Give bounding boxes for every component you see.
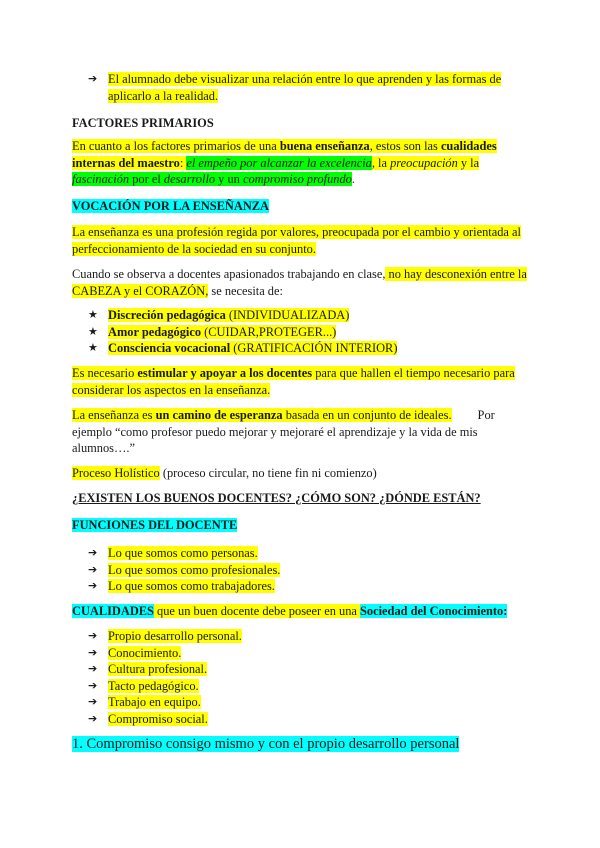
section-heading-final: [72, 735, 528, 754]
paragraph-cualidades: [72, 603, 528, 620]
star-bullet-icon: ★: [88, 308, 98, 321]
arrow-bullet-icon: ➔: [88, 662, 98, 675]
text-run-italic: preocupación: [390, 155, 458, 170]
list-item: [88, 694, 528, 711]
text-run: Por ejemplo “como profesor puedo mejorar y mejoraré el aprendizaje y la vida de mis alumnos….”: [72, 408, 495, 455]
text-run: se necesita de:: [208, 283, 283, 298]
text-run-bold: Sociedad del Conocimiento:: [360, 604, 508, 618]
list-item: [88, 307, 528, 324]
text-run: Es necesario: [72, 366, 138, 380]
section-heading-funciones: [72, 517, 528, 534]
text-run: , la: [371, 155, 391, 170]
list-item-text: Tacto pedagógico.: [108, 678, 199, 693]
heading-text: VOCACIÓN POR LA ENSEÑANZA: [72, 199, 269, 213]
list-item: [88, 545, 528, 562]
text-run-bold: Amor pedagógico: [108, 324, 202, 339]
list-item: [88, 578, 528, 595]
arrow-bullet-icon: ➔: [88, 711, 98, 725]
heading-text: 1. Compromiso consigo mismo y con el propio desarrollo personal: [72, 736, 460, 752]
text-run-bold: cualidades internas del maestro: [72, 139, 497, 170]
paragraph-esperanza: [72, 407, 528, 457]
cualidades-list: [88, 628, 528, 727]
text-run: .: [351, 172, 355, 186]
text-run: Proceso Holístico: [72, 466, 160, 480]
list-item: [88, 340, 528, 357]
arrow-bullet-icon: ➔: [88, 645, 98, 659]
arrow-bullet-icon: ➔: [88, 546, 98, 559]
list-item: [88, 324, 528, 341]
star-bullet-icon: ★: [88, 341, 98, 354]
star-bullet-icon: ★: [88, 324, 98, 338]
text-run-bold: Discreción pedagógica: [108, 308, 226, 322]
text-run: por el: [129, 172, 164, 186]
paragraph-factores: [72, 138, 528, 188]
arrow-bullet-icon: ➔: [88, 678, 98, 692]
text-run: y la: [457, 155, 480, 170]
list-item-text: Cultura profesional.: [108, 662, 208, 676]
list-item: [88, 71, 528, 104]
list-item-text: Compromiso social.: [108, 711, 208, 726]
star-list: [88, 307, 528, 357]
funciones-list: [88, 545, 528, 595]
text-run-bold: estimular y apoyar a los docentes: [137, 366, 313, 380]
arrow-bullet-icon: ➔: [88, 579, 98, 592]
arrow-bullet-icon: ➔: [88, 562, 98, 576]
arrow-bullet-icon: ➔: [88, 72, 98, 85]
text-run: Cuando se observa a docentes apasionados trabajando en clase,: [72, 267, 386, 281]
list-item-text: Lo que somos como profesionales.: [108, 562, 281, 577]
text-run: no hay desconexión entre la CABEZA y el CORAZÓN,: [72, 267, 527, 298]
paragraph-vocacion: [72, 224, 528, 257]
text-run: , estos son las: [369, 139, 441, 153]
paragraph-docentes: [72, 266, 528, 299]
text-run-italic: compromiso profundo: [242, 172, 352, 186]
heading-text: ¿EXISTEN LOS BUENOS DOCENTES? ¿CÓMO SON? ¿DÓNDE ESTÁN?: [72, 491, 481, 505]
text-run: La enseñanza es una profesión regida por valores, preocupada por el cambio y orientada al perfeccionamiento de la sociedad en su conjunto.: [72, 225, 521, 256]
text-run: (proceso circular, no tiene fin ni comienzo): [159, 466, 377, 480]
list-item-text: Lo que somos como trabajadores.: [108, 579, 275, 593]
list-item: [88, 678, 528, 695]
list-item-text: Conocimiento.: [108, 645, 182, 660]
text-run-bold: CUALIDADES: [72, 604, 154, 618]
text-run: y un: [215, 172, 243, 186]
paragraph-holistico: [72, 465, 528, 482]
text-run: :: [179, 155, 187, 170]
heading-text: FUNCIONES DEL DOCENTE: [72, 518, 238, 532]
intro-list: [88, 71, 528, 104]
text-run: para que hallen el tiempo necesario para considerar los aspectos en la enseñanza.: [72, 366, 515, 397]
paragraph-apoyo: [72, 365, 528, 398]
list-item: [88, 645, 528, 662]
arrow-bullet-icon: ➔: [88, 695, 98, 708]
arrow-bullet-icon: ➔: [88, 629, 98, 642]
text-run: que un buen docente debe poseer en una: [153, 604, 361, 618]
text-run-italic: desarrollo: [163, 172, 216, 186]
text-run-italic: el empeño por alcanzar la excelencia: [186, 155, 372, 170]
list-item: [88, 711, 528, 728]
text-run-bold: Consciencia vocacional: [108, 341, 231, 355]
list-item: [88, 562, 528, 579]
text-run-italic: fascinación: [72, 172, 130, 186]
list-item-text: El alumnado debe visualizar una relación entre lo que aprenden y las formas de aplicarlo a la realidad.: [108, 72, 502, 103]
list-item-text: Trabajo en equipo.: [108, 695, 201, 709]
section-heading-question: [72, 490, 528, 507]
text-run: basada en un conjunto de ideales.: [282, 408, 452, 422]
text-run: (GRATIFICACIÓN INTERIOR): [230, 341, 398, 355]
text-run: (INDIVIDUALIZADA): [225, 308, 350, 322]
text-run: En cuanto a los factores primarios de una: [72, 139, 280, 153]
list-item-text: Propio desarrollo personal.: [108, 629, 242, 643]
section-heading-factores: FACTORES PRIMARIOS: [72, 116, 214, 130]
text-run: La enseñanza es: [72, 408, 156, 422]
list-item-text: Lo que somos como personas.: [108, 546, 258, 560]
list-item: [88, 628, 528, 645]
list-item: [88, 661, 528, 678]
text-run-bold: un camino de esperanza: [155, 408, 283, 422]
text-run: (CUIDAR,PROTEGER...): [201, 324, 337, 339]
section-heading-vocacion: [72, 198, 528, 215]
text-run-bold: buena enseñanza: [279, 139, 370, 153]
